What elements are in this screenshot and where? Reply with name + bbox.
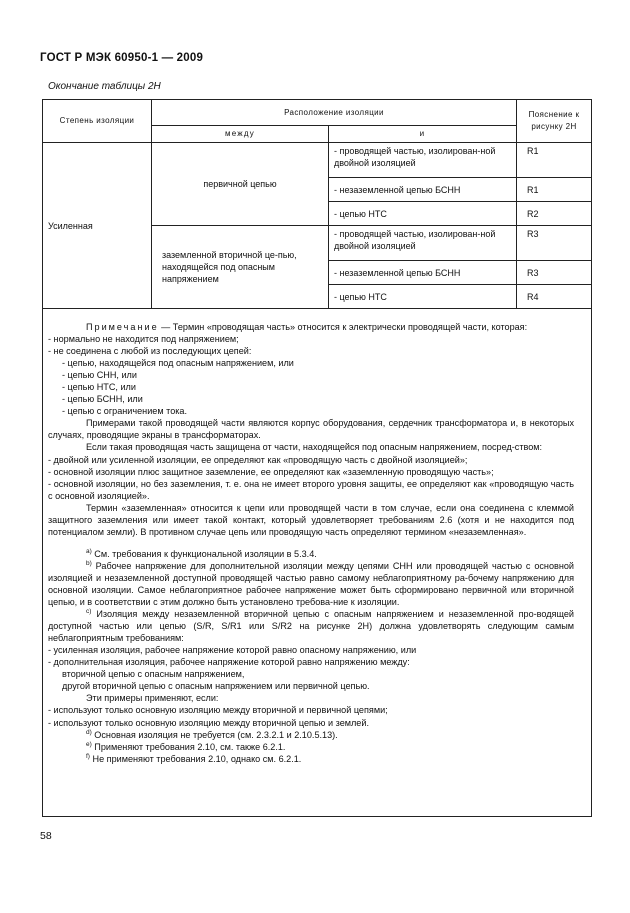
col-header-location: Расположение изоляции (152, 100, 517, 126)
col-header-degree: Степень изоляции (43, 100, 152, 143)
note-subline: - цепью НТС, или (62, 382, 136, 393)
footnote-line: - дополнительная изоляция, рабочее напряжение которой равно напряжению между: (48, 657, 410, 668)
note-subline: - цепью с ограничением тока. (62, 406, 188, 417)
and-cell: - цепью НТС (329, 202, 517, 226)
ref-cell: R3 (517, 261, 592, 285)
footnote-line: - используют только основную изоляцию между вторичной цепью и землей. (48, 717, 369, 728)
document-header: ГОСТ Р МЭК 60950-1 — 2009 (40, 52, 204, 64)
note-subline: - цепью СНН, или (62, 370, 137, 381)
note-block (48, 321, 574, 765)
note-paragraph: Если такая проводящая часть защищена от части, находящейся под опасным напряжением, посред-ством: (86, 442, 543, 453)
degree-cell: Усиленная (43, 143, 152, 309)
and-cell: - проводящей частью, изолирован-ной двойной изоляцией (329, 226, 517, 261)
footnote-line: - усиленная изоляция, рабочее напряжение которой равно опасному напряжению, или (48, 645, 417, 656)
ref-cell: R1 (517, 143, 592, 178)
col-header-explanation: Пояснение к рисунку 2Н (517, 100, 592, 143)
footnote-line: - используют только основную изоляцию между вторичной и первичной цепями; (48, 705, 388, 716)
ref-cell: R4 (517, 285, 592, 309)
and-cell: - проводящей частью, изолирован-ной двойной изоляцией (329, 143, 517, 178)
col-header-and: и (329, 126, 517, 143)
col-header-between: между (152, 126, 329, 143)
footnote-a: $^{a)}$ См. требования к функциональной изоляции в 5.3.4. (86, 547, 317, 559)
note-intro: Примечание — Термин «проводящая часть» относится к электрически проводящей части, которая: (86, 322, 528, 332)
footnote-line: Эти примеры применяют, если: (86, 693, 219, 704)
footnote-f: $^{f)}$ Не применяют требования 2.10, однако см. 6.2.1. (86, 752, 302, 764)
and-cell: - незаземленной цепью БСНН (329, 261, 517, 285)
footnote-d: $^{d)}$ Основная изоляция не требуется (см. 2.3.2.1 и 2.10.5.13). (86, 728, 338, 740)
footnote-c: $^{c)}$ Изоляция между незаземленной вторичной цепью с опасным напряжением и незаземленной про-водящей доступной частью или цепью (S/R, S/R1 или S/R2 на рисунке 2Н) должна удовлетворять следующим самым неблагоприятным требованиям: (48, 608, 574, 644)
table-caption: Окончание таблицы 2Н (48, 81, 161, 92)
page-number: 58 (40, 830, 52, 842)
note-subline: - цепью БСНН, или (62, 394, 143, 405)
and-cell: - цепью НТС (329, 285, 517, 309)
footnote-subline: вторичной цепью с опасным напряжением, (62, 669, 245, 680)
note-line: - нормально не находится под напряжением; (48, 334, 239, 345)
note-subline: - цепью, находящейся под опасным напряжением, или (62, 358, 294, 369)
footnote-subline: другой вторичной цепью с опасным напряжением или первичной цепью. (62, 681, 370, 692)
footnote-b: $^{b)}$ Рабочее напряжение для дополнительной изоляции между цепями СНН или проводящей частью с основной изоляцией и незаземленной доступной проводящей частью равно самому неблагоприятному ра-бочему напряжению для основной изоляции. Самое неблагоприятное рабочее напряжение может быть сформировано первичной или вторичной цепью, и в соответствии с этим должно быть установлено требова-ние к изоляции. (48, 559, 574, 608)
ref-cell: R1 (517, 178, 592, 202)
ref-cell: R3 (517, 226, 592, 261)
footnote-e: $^{e)}$ Применяют требования 2.10, см. также 6.2.1. (86, 740, 286, 752)
between-cell-2: заземленной вторичной це-пью, находящейся под опасным напряжением (152, 226, 329, 309)
ref-cell: R2 (517, 202, 592, 226)
and-cell: - незаземленной цепью БСНН (329, 178, 517, 202)
note-paragraph: Примерами такой проводящей части являются корпус оборудования, сердечник трансформатора и, в некоторых случаях, проводящие экраны в трансформаторах. (48, 418, 574, 441)
between-cell-1: первичной цепью (152, 143, 329, 226)
note-line: - основной изоляции плюс защитное заземление, ее определяют как «заземленную проводящую часть»; (48, 466, 494, 477)
note-paragraph: Термин «заземленная» относится к цепи или проводящей части в том случае, если она соединена с клеммой защитного заземления или имеет такой контакт, который удовлетворяет требованиям 2.6 (хотя и не находится под потенциалом земли). В противном случае цепь или проводящую часть определяют термином «незаземленная». (48, 502, 574, 537)
note-line: - двойной или усиленной изоляции, ее определяют как «проводящую часть с двойной изоляцией»; (48, 454, 468, 465)
note-label: Примечание (86, 322, 159, 332)
note-line: - не соединена с любой из последующих цепей: (48, 346, 252, 357)
note-line: - основной изоляции, но без заземления, т. е. она не имеет второго уровня защиты, ее определяют как «проводящую часть с основной изоляцией». (48, 478, 574, 501)
